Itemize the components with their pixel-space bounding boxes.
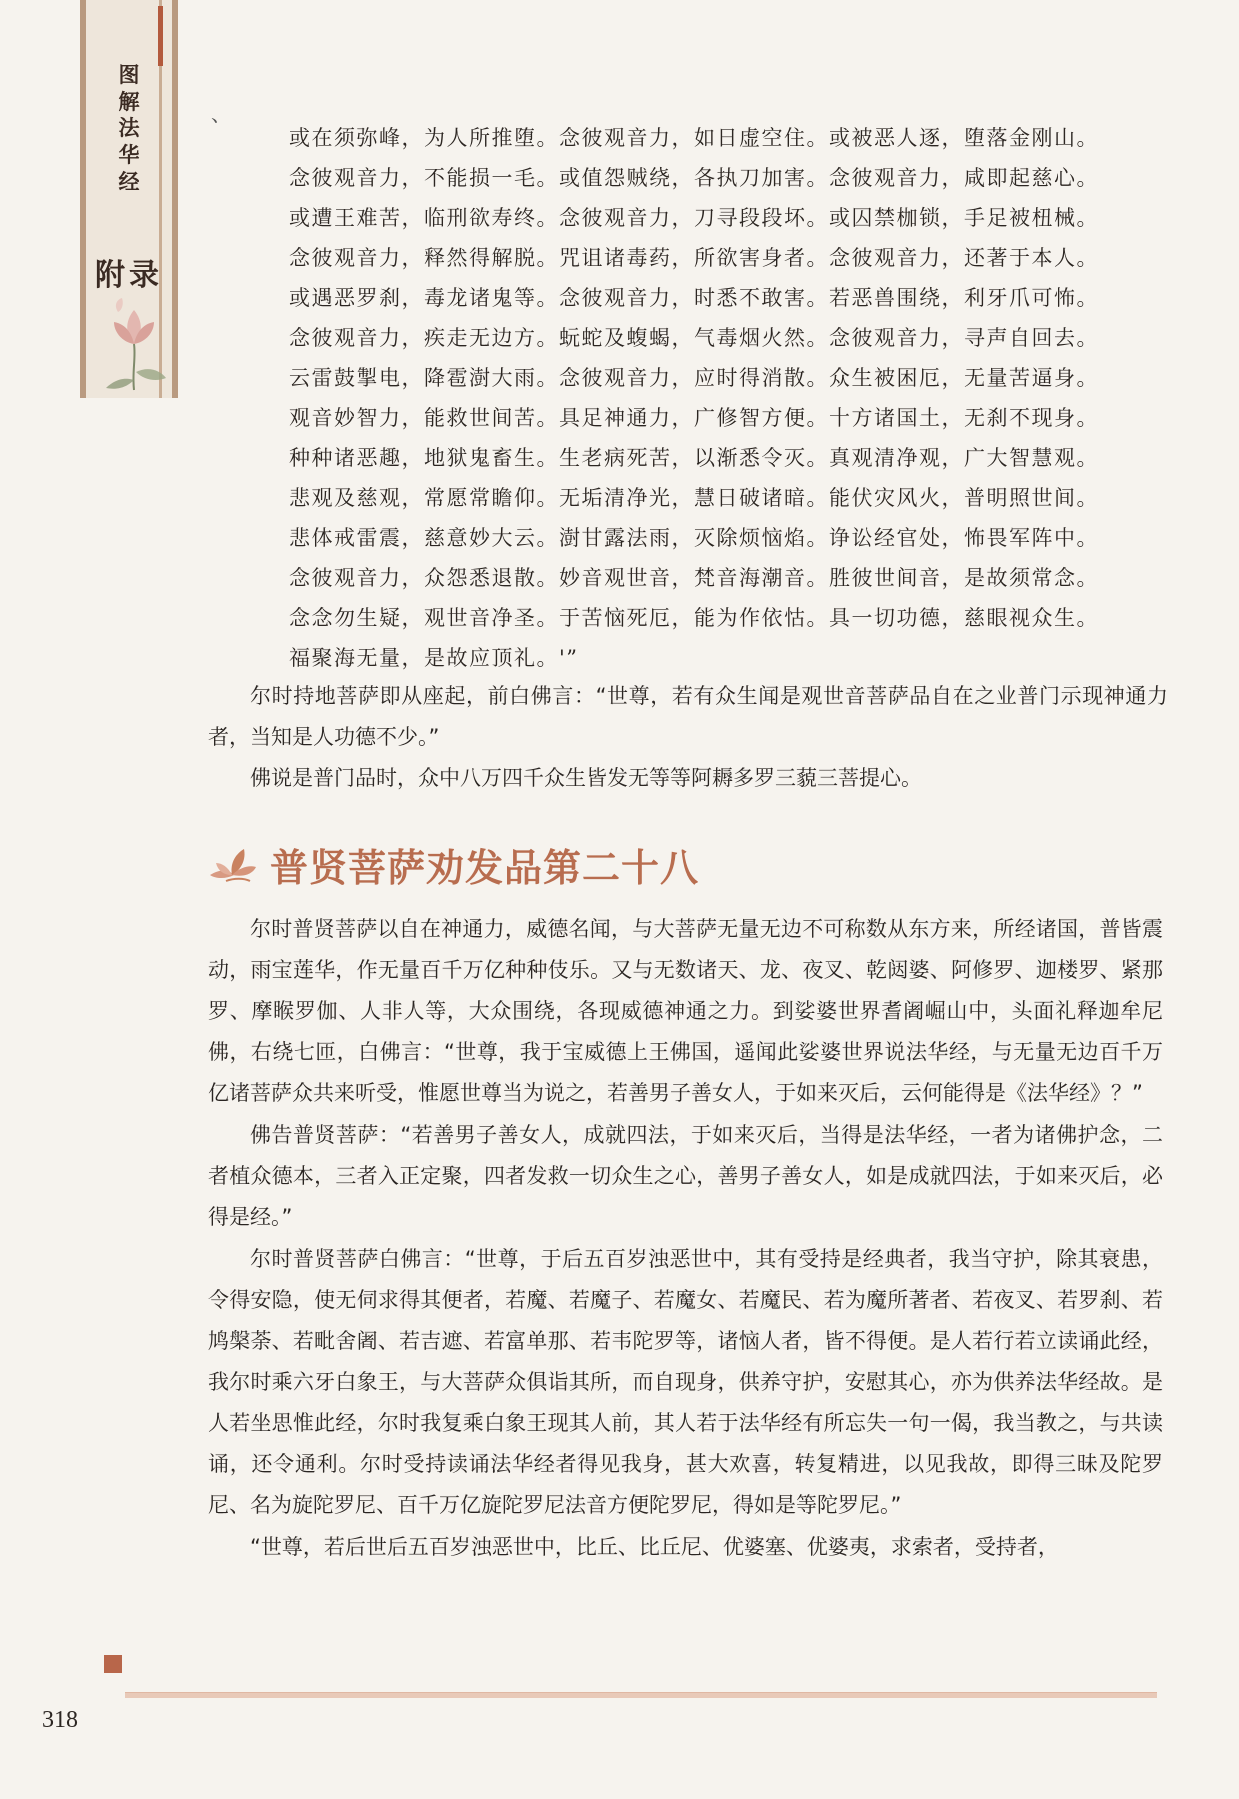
paragraph: 佛说是普门品时，众中八万四千众生皆发无等等阿耨多罗三藐三菩提心。: [250, 766, 922, 790]
verse-line: 观音妙智力，能救世间苦。具足神通力，广修智方便。十方诸国土，无刹不现身。: [289, 406, 1099, 430]
verse-line: 悲观及慈观，常愿常瞻仰。无垢清净光，慧日破诸暗。能伏灾风火，普明照世间。: [289, 486, 1099, 510]
section-label: 附录: [95, 258, 163, 293]
verse-line: 念彼观音力，众怨悉退散。妙音观世音，梵音海潮音。胜彼世间音，是故须常念。: [289, 566, 1099, 590]
book-title-char: 华: [118, 142, 140, 167]
book-title: [86, 62, 172, 195]
verse-line: 念彼观音力，疾走无边方。蚖蛇及蝮蝎，气毒烟火然。念彼观音力，寻声自回去。: [289, 326, 1099, 350]
paragraph: 佛告普贤菩萨：“若善男子善女人，成就四法，于如来灭后，当得是法华经，一者为诸佛护念，二者植众德本，三者入正定聚，四者发救一切众生之心，善男子善女人，如是成就四法，于如来灭后，必得是经。”: [208, 1123, 1163, 1229]
verse-line: 福聚海无量，是故应顶礼。'”: [289, 646, 579, 670]
lotus-flower-icon: [206, 845, 258, 885]
verse-line: 或遇恶罗刹，毒龙诸鬼等。念彼观音力，时悉不敢害。若恶兽围绕，利牙爪可怖。: [289, 286, 1099, 310]
verse-line: 念念勿生疑，观世音净圣。于苦恼死厄，能为作依怙。具一切功德，慈眼视众生。: [289, 606, 1099, 630]
paragraph: 尔时普贤菩萨以自在神通力，威德名闻，与大菩萨无量无边不可称数从东方来，所经诸国，普皆震动，雨宝莲华，作无量百千万亿种种伎乐。又与无数诸天、龙、夜叉、乾闼婆、阿修罗、迦楼罗、紧那罗、摩睺罗伽、人非人等，大众围绕，各现威德神通之力。到娑婆世界耆阇崛山中，头面礼释迦牟尼佛，右绕七匝，白佛言：“世尊，我于宝威德上王佛国，遥闻此娑婆世界说法华经，与无量无边百千万亿诸菩萨众共来听受，惟愿世尊当为说之，若善男子善女人，于如来灭后，云何能得是《法华经》？”: [208, 917, 1163, 1105]
paragraph: 尔时持地菩萨即从座起，前白佛言：“世尊，若有众生闻是观世音菩萨品自在之业普门示现神通力者，当知是人功德不少。”: [208, 684, 1168, 749]
book-title-char: 图: [118, 63, 140, 87]
book-title-char: 解: [118, 89, 140, 114]
side-tab: [80, 0, 178, 398]
chapter-heading: [206, 837, 699, 892]
prose-top: [208, 676, 1168, 799]
book-title-char: 法: [118, 116, 140, 141]
side-tab-marker: [158, 6, 163, 66]
verse-line: 或在须弥峰，为人所推堕。念彼观音力，如日虚空住。或被恶人逐，堕落金刚山。: [289, 126, 1099, 150]
verse-line: 念彼观音力，释然得解脱。咒诅诸毒药，所欲害身者。念彼观音力，还著于本人。: [289, 246, 1099, 270]
lotus-illustration: [98, 292, 170, 392]
verse-line: 念彼观音力，不能损一毛。或值怨贼绕，各执刀加害。念彼观音力，咸即起慈心。: [289, 166, 1099, 190]
verse-line: 悲体戒雷震，慈意妙大云。澍甘露法雨，灭除烦恼焰。诤讼经官处，怖畏军阵中。: [289, 526, 1099, 550]
verse-marker: 、: [211, 102, 231, 126]
footer-marker: [104, 1655, 122, 1673]
verse-line: 种种诸恶趣，地狱鬼畜生。生老病死苦，以渐悉令灭。真观清净观，广大智慧观。: [289, 446, 1099, 470]
verse-line: 或遭王难苦，临刑欲寿终。念彼观音力，刀寻段段坏。或囚禁枷锁，手足被杻械。: [289, 206, 1099, 230]
verse-line: 云雷鼓掣电，降雹澍大雨。念彼观音力，应时得消散。众生被困厄，无量苦逼身。: [289, 366, 1099, 390]
verse-block: [289, 118, 1169, 678]
prose-main: [208, 909, 1163, 1569]
page-number: 318: [42, 1707, 78, 1733]
book-title-char: 经: [118, 169, 140, 194]
chapter-title: 普贤菩萨劝发品第二十八: [270, 845, 700, 890]
paragraph: “世尊，若后世后五百岁浊恶世中，比丘、比丘尼、优婆塞、优婆夷，求索者，受持者，: [250, 1535, 1059, 1559]
paragraph: 尔时普贤菩萨白佛言：“世尊，于后五百岁浊恶世中，其有受持是经典者，我当守护，除其衰患，令得安隐，使无伺求得其便者，若魔、若魔子、若魔女、若魔民、若为魔所著者、若夜叉、若罗刹、若鸠槃荼、若毗舍阇、若吉遮、若富单那、若韦陀罗等，诸恼人者，皆不得便。是人若行若立读诵此经，我尔时乘六牙白象王，与大菩萨众俱诣其所，而自现身，供养守护，安慰其心，亦为供养法华经故。是人若坐思惟此经，尔时我复乘白象王现其人前，其人若于法华经有所忘失一句一偈，我当教之，与共读诵，还令通利。尔时受持读诵法华经者得见我身，甚大欢喜，转复精进，以见我故，即得三昧及陀罗尼、名为旋陀罗尼、百千万亿旋陀罗尼法音方便陀罗尼，得如是等陀罗尼。”: [208, 1247, 1163, 1517]
footer-rule: [125, 1692, 1157, 1698]
